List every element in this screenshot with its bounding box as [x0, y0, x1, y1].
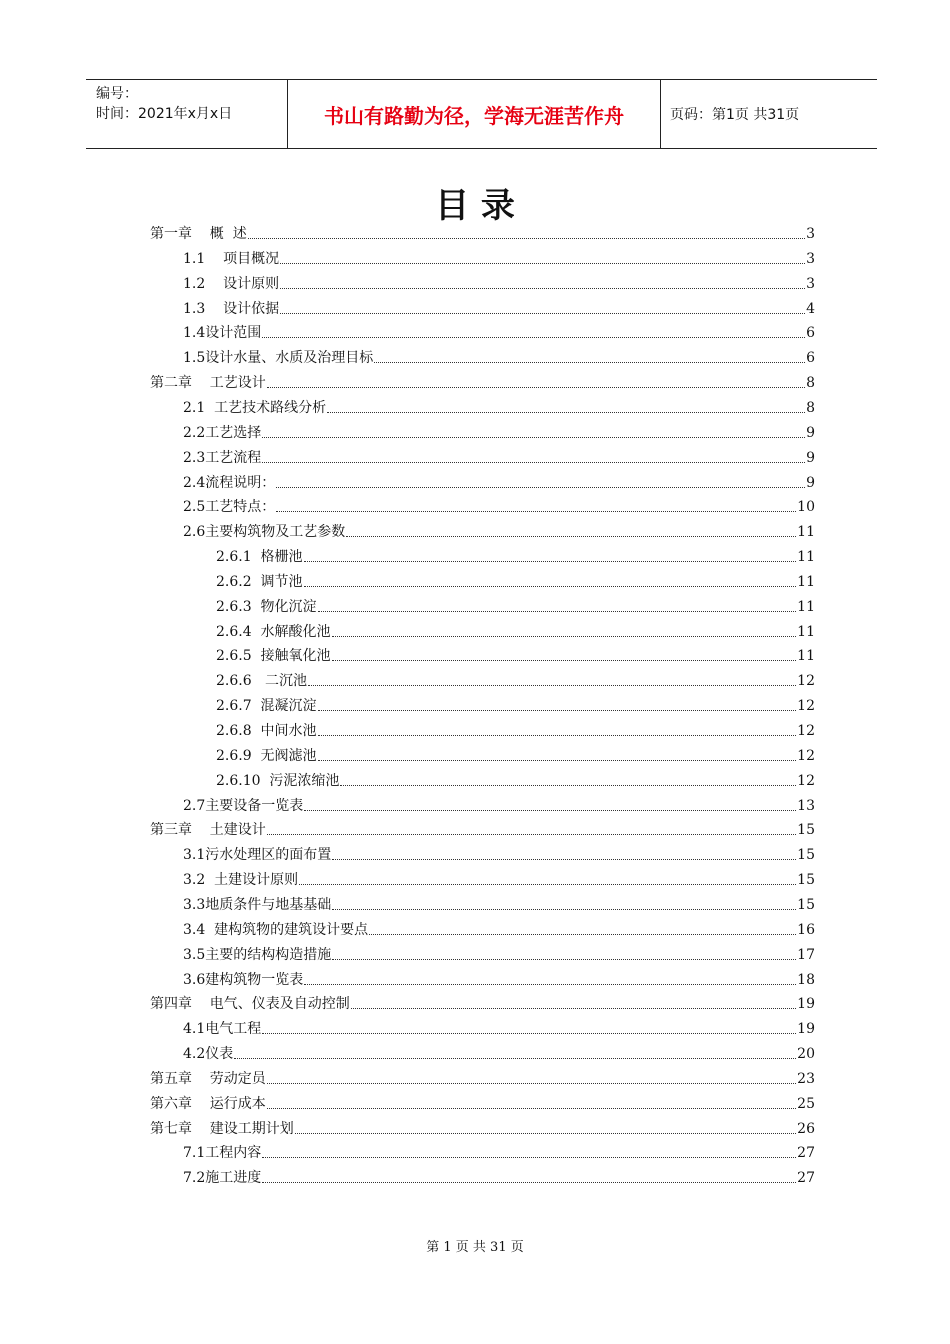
toc-entry[interactable]	[216, 568, 815, 592]
toc-entry[interactable]	[183, 866, 815, 890]
toc-entry-page: 12	[797, 772, 815, 789]
toc-dot-leader	[262, 462, 805, 463]
toc-entry-label: 2.3工艺流程	[183, 449, 262, 466]
serial-number-label: 编号：	[96, 86, 138, 102]
toc-entry-page: 11	[797, 573, 815, 590]
toc-entry-label: 7.1工程内容	[183, 1145, 262, 1162]
toc-entry[interactable]	[150, 1115, 815, 1139]
toc-dot-leader	[304, 586, 797, 587]
toc-dot-leader	[304, 810, 796, 811]
toc-entry[interactable]	[183, 1015, 815, 1039]
toc-entry-page: 16	[797, 921, 815, 938]
toc-entry-page: 11	[797, 598, 815, 615]
toc-entry-label: 2.6.10 污泥浓缩池	[216, 772, 340, 789]
toc-dot-leader	[308, 685, 796, 686]
toc-entry-label: 4.1电气工程	[183, 1021, 262, 1038]
toc-entry-page: 11	[797, 648, 815, 665]
toc-entry-label: 第二章 工艺设计	[150, 375, 266, 392]
toc-entry-label: 3.1污水处理区的面布置	[183, 847, 332, 864]
header-divider	[660, 80, 661, 148]
toc-entry[interactable]	[183, 841, 815, 865]
toc-dot-leader	[276, 487, 805, 488]
toc-entry-label: 1.5设计水量、水质及治理目标	[183, 350, 374, 367]
toc-entry-label: 2.6.1 格栅池	[216, 549, 303, 566]
toc-entry[interactable]	[216, 543, 815, 567]
toc-entry-label: 2.6.7 混凝沉淀	[216, 698, 317, 715]
toc-dot-leader	[280, 313, 805, 314]
header-meta	[96, 84, 286, 124]
toc-dot-leader	[299, 884, 796, 885]
toc-dot-leader	[318, 611, 797, 612]
toc-dot-leader	[276, 511, 796, 512]
toc-dot-leader	[351, 1008, 796, 1009]
toc-entry[interactable]	[183, 245, 815, 269]
toc-entry[interactable]	[183, 941, 815, 965]
toc-dot-leader	[332, 959, 796, 960]
toc-dot-leader	[262, 437, 805, 438]
toc-entry-page: 8	[806, 399, 815, 416]
toc-entry-label: 1.3 设计依据	[183, 300, 280, 317]
toc-entry-label: 2.4流程说明：	[183, 474, 276, 491]
toc-entry[interactable]	[150, 816, 815, 840]
toc-entry-page: 18	[797, 971, 815, 988]
toc-entry-label: 2.6.8 中间水池	[216, 723, 317, 739]
time-label: 时间：2021年x月x日	[96, 106, 233, 122]
toc-dot-leader	[332, 636, 797, 637]
toc-dot-leader	[304, 561, 797, 562]
toc-entry-page: 12	[797, 673, 815, 690]
toc-entry-label: 2.2工艺选择	[183, 424, 262, 441]
toc-dot-leader	[267, 387, 805, 388]
toc-entry[interactable]	[183, 966, 815, 990]
toc-entry-page: 8	[806, 375, 815, 392]
toc-entry[interactable]	[183, 394, 815, 418]
toc-entry-label: 1.1 项目概况	[183, 250, 280, 267]
toc-entry-label: 1.2 设计原则	[183, 275, 280, 292]
toc-entry[interactable]	[183, 493, 815, 517]
toc-entry[interactable]	[150, 990, 815, 1014]
toc-entry-label: 2.6.3 物化沉淀	[216, 598, 317, 615]
toc-entry-label: 3.4 建构筑物的建筑设计要点	[183, 921, 369, 938]
page-footer: 第 1 页 共 31 页	[426, 1240, 524, 1255]
toc-entry[interactable]	[150, 1065, 815, 1089]
toc-dot-leader	[327, 412, 805, 413]
toc-entry-label: 第五章 劳动定员	[150, 1070, 266, 1087]
toc-entry[interactable]	[183, 916, 815, 940]
header-page-label: 页码：第1页 共31页	[670, 107, 800, 123]
toc-entry-page: 9	[806, 424, 815, 441]
toc-entry-page: 15	[797, 847, 815, 864]
toc-entry[interactable]	[183, 419, 815, 443]
toc-entry-label: 3.5主要的结构构造措施	[183, 946, 332, 963]
toc-entry[interactable]	[183, 891, 815, 915]
toc-entry[interactable]	[183, 344, 815, 368]
toc-entry[interactable]	[150, 369, 815, 393]
toc-entry[interactable]	[216, 767, 815, 791]
toc-entry[interactable]	[150, 220, 815, 244]
toc-entry[interactable]	[150, 1090, 815, 1114]
toc-entry-label: 3.6建构筑物一览表	[183, 971, 304, 988]
toc-entry-label: 2.6.2 调节池	[216, 573, 303, 590]
toc-dot-leader	[234, 1058, 796, 1059]
toc-dot-leader	[346, 536, 796, 537]
toc-dot-leader	[267, 834, 796, 835]
toc-entry[interactable]	[183, 469, 815, 493]
page-title: 目 录	[435, 186, 515, 226]
toc-entry-page: 11	[797, 549, 815, 566]
toc-entry[interactable]	[216, 717, 815, 741]
toc-entry-label: 2.6.4 水解酸化池	[216, 623, 331, 640]
toc-entry-label: 第四章 电气、仪表及自动控制	[150, 996, 350, 1013]
toc-entry-label: 4.2仪表	[183, 1046, 234, 1063]
toc-dot-leader	[280, 288, 805, 289]
toc-entry[interactable]	[216, 692, 815, 716]
toc-dot-leader	[262, 1157, 796, 1158]
toc-entry-page: 20	[797, 1046, 815, 1063]
toc-entry-page: 15	[797, 896, 815, 913]
toc-dot-leader	[318, 710, 797, 711]
toc-entry[interactable]	[183, 270, 815, 294]
toc-entry-page: 17	[797, 946, 815, 963]
toc-dot-leader	[304, 984, 796, 985]
toc-entry[interactable]	[183, 1164, 815, 1188]
header-motto: 书山有路勤为径，学海无涯苦作舟	[324, 103, 624, 128]
toc-entry-label: 7.2施工进度	[183, 1170, 262, 1187]
toc-entry[interactable]	[216, 742, 815, 766]
toc-entry-page: 15	[797, 872, 815, 889]
toc-entry[interactable]	[183, 518, 815, 542]
toc-entry[interactable]	[183, 319, 815, 343]
toc-entry-label: 1.4设计范围	[183, 325, 262, 342]
toc-dot-leader	[374, 362, 805, 363]
toc-entry-label: 2.6.5 接触氧化池	[216, 648, 331, 665]
toc-entry-label: 2.6.9 无阀滤池	[216, 747, 317, 764]
toc-entry-page: 9	[806, 474, 815, 491]
toc-entry-page: 15	[797, 822, 815, 839]
toc-dot-leader	[262, 337, 805, 338]
toc-entry-page: 3	[806, 275, 815, 292]
toc-entry-page: 13	[797, 797, 815, 814]
toc-entry-label: 第一章 概 述	[150, 226, 247, 242]
toc-entry-page: 12	[797, 723, 815, 739]
toc-dot-leader	[369, 934, 796, 935]
document-header	[86, 79, 877, 149]
toc-entry-label: 第六章 运行成本	[150, 1095, 266, 1112]
toc-dot-leader	[248, 238, 805, 239]
toc-entry[interactable]	[216, 642, 815, 666]
toc-dot-leader	[280, 263, 805, 264]
toc-dot-leader	[332, 660, 797, 661]
toc-dot-leader	[318, 760, 797, 761]
toc-dot-leader	[318, 735, 797, 736]
toc-entry[interactable]	[183, 792, 815, 816]
toc-entry[interactable]	[183, 444, 815, 468]
toc-entry[interactable]	[183, 1139, 815, 1163]
toc-entry-label: 3.2 土建设计原则	[183, 872, 299, 889]
toc-dot-leader	[295, 1133, 796, 1134]
toc-entry[interactable]	[216, 593, 815, 617]
toc-entry-page: 4	[806, 300, 815, 317]
toc-entry-page: 11	[797, 524, 815, 541]
toc-entry[interactable]	[216, 667, 815, 691]
toc-entry-page: 26	[797, 1120, 815, 1137]
toc-dot-leader	[262, 1033, 796, 1034]
toc-entry-label: 2.7主要设备一览表	[183, 797, 304, 814]
toc-entry-label: 第七章 建设工期计划	[150, 1120, 294, 1137]
toc-entry-page: 12	[797, 698, 815, 715]
toc-entry[interactable]	[216, 618, 815, 642]
toc-entry-label: 2.6主要构筑物及工艺参数	[183, 524, 346, 541]
toc-entry-page: 6	[806, 350, 815, 367]
toc-dot-leader	[332, 909, 796, 910]
toc-entry-page: 10	[797, 499, 815, 516]
toc-entry-page: 27	[797, 1145, 815, 1162]
toc-entry-label: 2.6.6 二沉池	[216, 673, 307, 690]
toc-entry-page: 3	[806, 226, 815, 242]
toc-entry[interactable]	[183, 1040, 815, 1064]
toc-entry-page: 19	[797, 1021, 815, 1038]
toc-entry-label: 第三章 土建设计	[150, 822, 266, 839]
toc-dot-leader	[332, 859, 796, 860]
toc-entry-page: 9	[806, 449, 815, 466]
toc-dot-leader	[340, 785, 796, 786]
toc-entry-label: 3.3地质条件与地基基础	[183, 896, 332, 913]
toc-entry-page: 3	[806, 250, 815, 267]
toc-entry-page: 19	[797, 996, 815, 1013]
toc-entry-label: 2.1 工艺技术路线分析	[183, 399, 327, 416]
toc-entry[interactable]	[183, 295, 815, 319]
toc-dot-leader	[262, 1182, 796, 1183]
toc-entry-page: 6	[806, 325, 815, 342]
toc-dot-leader	[267, 1083, 796, 1084]
toc-entry-label: 2.5工艺特点：	[183, 499, 276, 516]
toc-entry-page: 25	[797, 1095, 815, 1112]
toc-entry-page: 12	[797, 747, 815, 764]
toc-dot-leader	[267, 1108, 796, 1109]
toc-entry-page: 11	[797, 623, 815, 640]
toc-entry-page: 27	[797, 1170, 815, 1187]
toc-entry-page: 23	[797, 1070, 815, 1087]
